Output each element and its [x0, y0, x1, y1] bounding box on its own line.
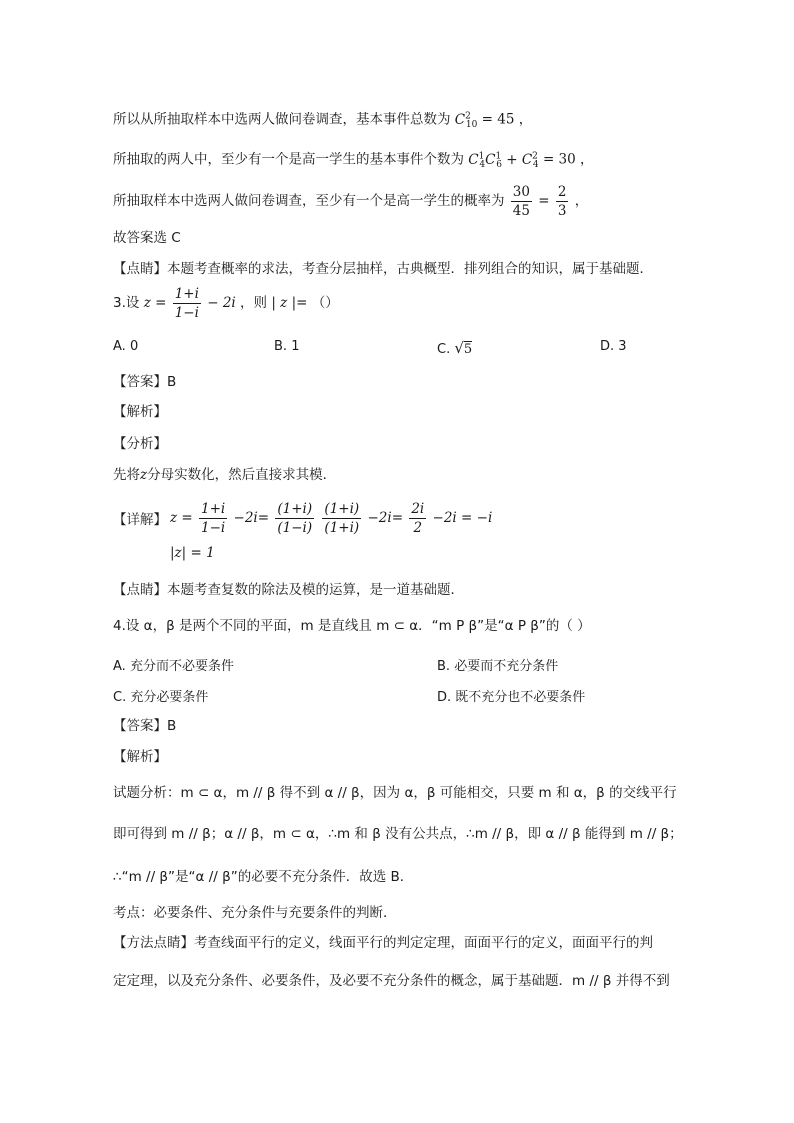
q4-kaodian: 考点：必要条件、充分条件与充要条件的判断．: [113, 905, 397, 921]
text: ，: [574, 193, 589, 209]
fraction-30-45: $\frac{30}{45}$: [512, 183, 530, 219]
q4-option-b: B. 必要而不充分条件: [437, 659, 559, 674]
q4-analysis-heading: 【解析】: [113, 749, 167, 765]
q3-detail-label: 【详解】: [113, 512, 167, 528]
question-4-stem: 4.设 α，β 是两个不同的平面，m 是直线且 m ⊂ α．“m P β”是“α P β”的（ ）: [113, 618, 591, 634]
q4-analysis-line-1: 试题分析：m ⊂ α，m // β 得不到 α // β，因为 α，β 可能相交，只要 m 和 α，β 的交线平行: [113, 785, 677, 801]
q3-option-c: C. √5: [437, 339, 473, 357]
line-total-events: [113, 106, 532, 135]
text: （）: [311, 295, 339, 311]
line-favorable-events: [113, 146, 594, 175]
q3-summary: 【点睛】本题考查复数的除法及模的运算，是一道基础题．: [113, 582, 464, 598]
q4-method-line-2: 定定理，以及充分条件、必要条件，及必要不充分条件的概念，属于基础题．m // β 并得不到: [113, 973, 670, 989]
q3-fenxi-heading: 【分析】: [113, 436, 167, 452]
q3-fenxi-text: 先将z分母实数化，然后直接求其模．: [113, 467, 337, 483]
q3-option-a: A. 0: [113, 339, 139, 354]
fraction-2-3: $\frac{2}{3}$: [557, 183, 567, 219]
math-z: z =: [143, 295, 167, 311]
math-abs: | z |=: [271, 295, 308, 311]
q4-option-a: A. 充分而不必要条件: [113, 659, 234, 674]
summary-line: 【点睛】本题考查概率的求法，考查分层抽样，古典概型．排列组合的知识，属于基础题．: [113, 261, 653, 277]
q3-option-d: D. 3: [600, 339, 627, 354]
text: 所以从所抽取样本中选两人做问卷调查，基本事件总数为: [113, 111, 451, 128]
q3-analysis-heading: 【解析】: [113, 404, 167, 420]
text: ，: [580, 151, 594, 168]
q4-analysis-line-3: ∴“m // β”是“α // β”的必要不充分条件．故选 B．: [113, 869, 414, 885]
question-3-stem: [113, 284, 339, 322]
answer-line: 故答案选 C: [113, 230, 181, 246]
q4-answer: 【答案】B: [113, 718, 177, 734]
text: ，: [518, 111, 533, 128]
q4-option-d: D. 既不充分也不必要条件: [437, 690, 586, 705]
combination-c10-2: $C^2_{10}$: [454, 111, 478, 131]
math-value: = 45: [481, 111, 515, 128]
text: 所抽取的两人中，至少有一个是高一学生的基本事件个数为: [113, 151, 464, 168]
q3-detail-equation: z = $\frac{1+i}{1-i}$ −2i= $\frac{(1+i)}{(1-i)}$ $\frac{(1+i)}{(1+i)}$ −2i= $\frac{2i}{2}$ −2i = −i: [170, 500, 493, 536]
math-value: = 30: [542, 151, 576, 168]
combination-expression: $C^1_4C^1_6 + C^2_4$: [468, 151, 539, 171]
text: 所抽取样本中选两人做问卷调查，至少有一个是高一学生的概率为: [113, 193, 505, 209]
q3-answer: 【答案】B: [113, 374, 177, 390]
q4-method-line-1: 【方法点睛】考查线面平行的定义，线面平行的判定定理，面面平行的定义，面面平行的判: [113, 935, 653, 951]
q3-detail-modulus: |z| = 1: [170, 545, 215, 561]
q4-option-c: C. 充分必要条件: [113, 690, 209, 705]
q3-option-b: B. 1: [274, 339, 300, 354]
fraction: $\frac{1+i}{1-i}$: [174, 285, 199, 321]
line-probability: 所抽取样本中选两人做问卷调查，至少有一个是高一学生的概率为 $\frac{30}{45}$ = $\frac{2}{3}$ ，: [113, 183, 589, 219]
q4-analysis-line-2: 即可得到 m // β；α // β，m ⊂ α，∴m 和 β 没有公共点，∴m // β，即 α // β 能得到 m // β；: [113, 826, 683, 842]
text: 3.设: [113, 295, 140, 311]
math-tail: − 2i: [207, 295, 236, 311]
text: ，则: [240, 295, 268, 311]
